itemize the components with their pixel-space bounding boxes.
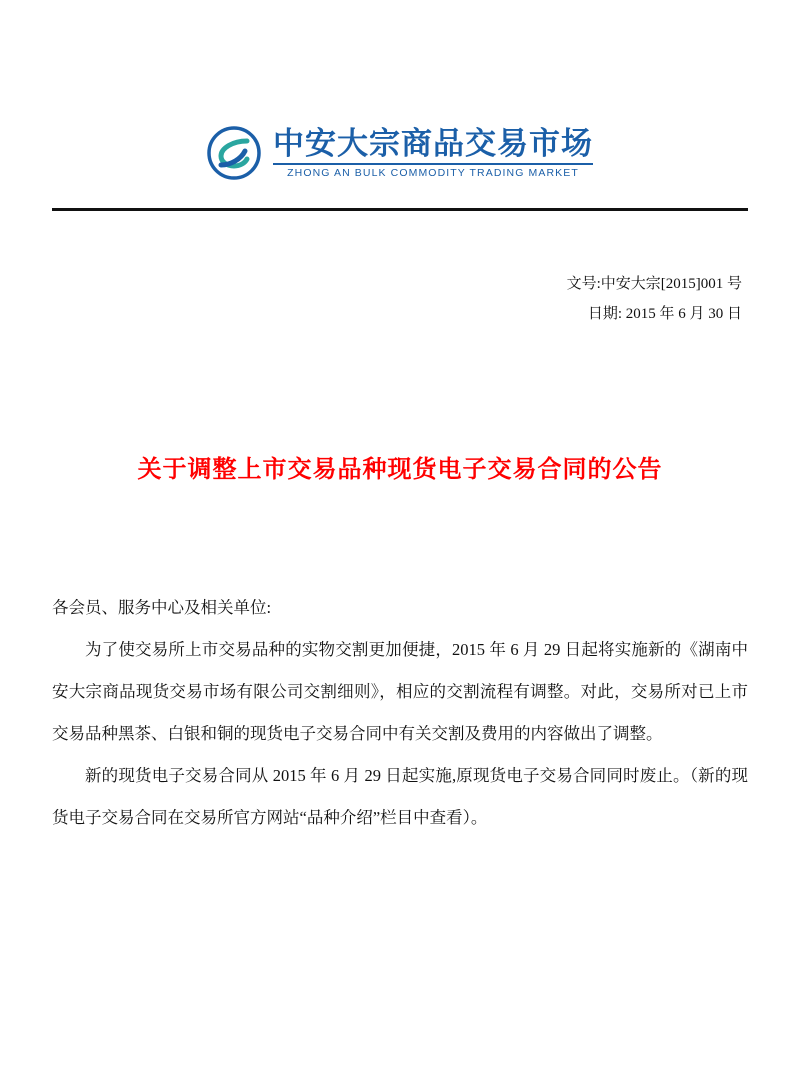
logo-divider bbox=[273, 163, 593, 165]
company-name-cn: 中安大宗商品交易市场 bbox=[273, 125, 593, 161]
document-date: 日期: 2015 年 6 月 30 日 bbox=[587, 306, 742, 322]
letterhead bbox=[52, 0, 748, 180]
body-paragraph-1: 为了使交易所上市交易品种的实物交割更加便捷，2015 年 6 月 29 日起将实施新的《湖南中安大宗商品现货交易市场有限公司交割细则》，相应的交割流程有调整。对此，交易所对已上市交易品种黑茶、白银和铜的现货电子交易合同中有关交割及费用的内容做出了调整。 bbox=[52, 639, 748, 743]
document-body bbox=[52, 587, 748, 839]
document-meta bbox=[52, 269, 748, 329]
company-wordmark bbox=[273, 127, 593, 179]
company-name-en: ZHONG AN BULK COMMODITY TRADING MARKET bbox=[287, 167, 579, 180]
company-logo bbox=[207, 126, 593, 180]
body-paragraph-2: 新的现货电子交易合同从 2015 年 6 月 29 日起实施,原现货电子交易合同同时废止。（新的现货电子交易合同在交易所官方网站“品种介绍”栏目中查看）。 bbox=[52, 765, 748, 827]
document-number: 文号:中安大宗[2015]001 号 bbox=[566, 276, 742, 292]
header-divider bbox=[52, 208, 748, 211]
page-title: 关于调整上市交易品种现货电子交易合同的公告 bbox=[137, 456, 663, 483]
salutation: 各会员、服务中心及相关单位: bbox=[52, 597, 272, 617]
swirl-logo-icon bbox=[207, 126, 261, 180]
